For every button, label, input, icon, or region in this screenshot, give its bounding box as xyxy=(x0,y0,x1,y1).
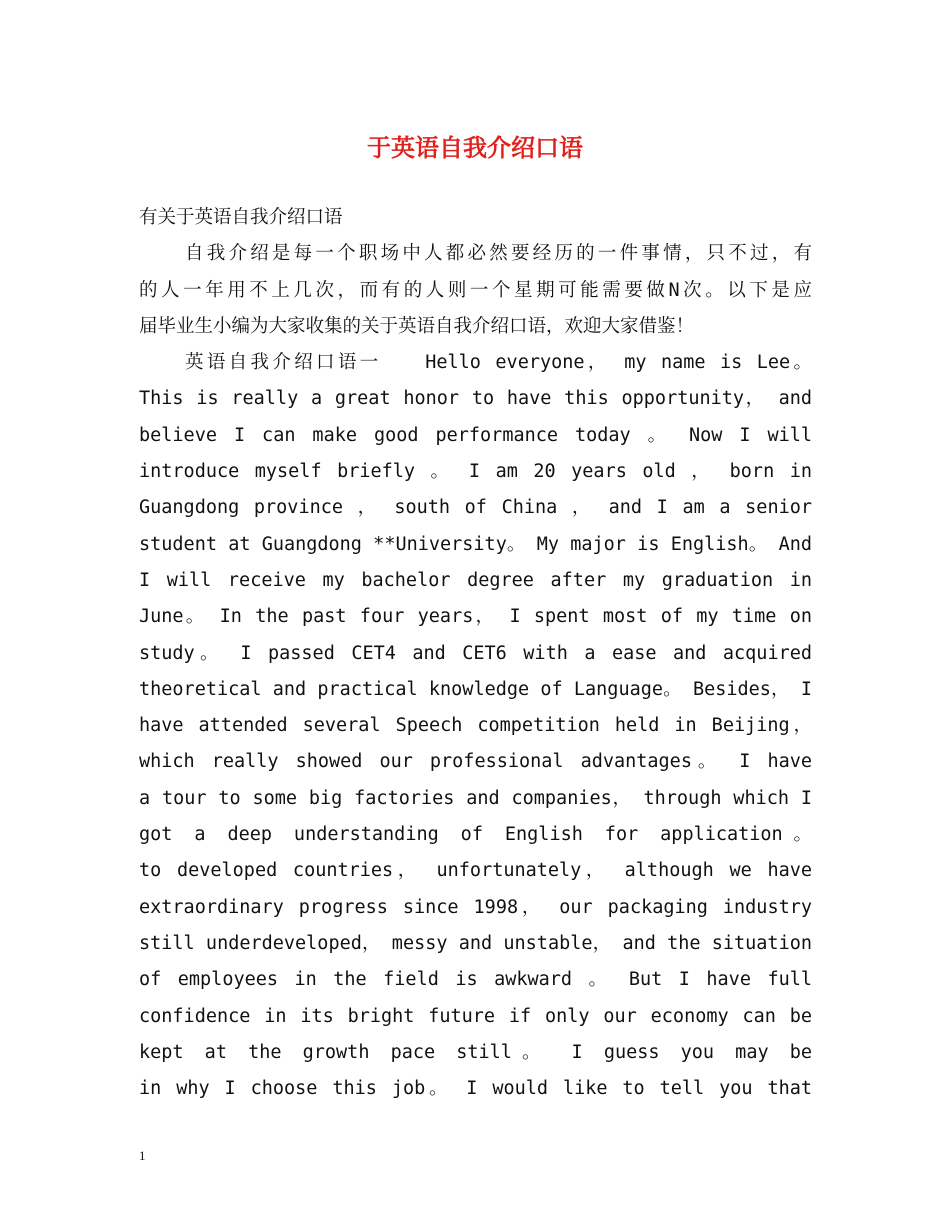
body-line: June。 In the past four years， I spent most of my time on xyxy=(139,606,812,628)
body-line: This is really a great honor to have this opportunity， and xyxy=(139,388,812,410)
body-line: 届毕业生小编为大家收集的关于英语自我介绍口语，欢迎大家借鉴！ xyxy=(139,315,695,337)
body-line: 自我介绍是每一个职场中人都必然要经历的一件事情，只不过，有 xyxy=(185,243,812,265)
body-line: student at Guangdong **University。 My major is English。 And xyxy=(139,533,812,555)
body-line: I will receive my bachelor degree after my graduation in xyxy=(139,569,812,591)
body-line: extraordinary progress since 1998， our packaging industry xyxy=(139,896,812,918)
body-line: confidence in its bright future if only our economy can be xyxy=(139,1005,812,1027)
body-line: introduce myself briefly 。 I am 20 years old ， born in xyxy=(139,461,812,483)
body-line: study。 I passed CET4 and CET6 with a ease and acquired xyxy=(139,642,812,664)
subtitle-line: 有关于英语自我介绍口语 xyxy=(139,207,343,228)
body-line: believe I can make good performance today 。 Now I will xyxy=(139,424,812,446)
body-line: still underdeveloped， messy and unstable， and the situation xyxy=(139,932,812,954)
document-body xyxy=(139,200,812,1107)
body-line: 的人一年用不上几次，而有的人则一个星期可能需要做N次。以下是应 xyxy=(139,279,812,301)
body-line: in why I choose this job。 I would like to tell you that xyxy=(139,1078,812,1100)
body-line: of employees in the field is awkward 。 But I have full xyxy=(139,969,812,991)
body-line: a tour to some big factories and companies， through which I xyxy=(139,787,812,809)
document-title: 于英语自我介绍口语 xyxy=(367,133,583,162)
body-line: Guangdong province ， south of China ， and I am a senior xyxy=(139,497,812,519)
body-line: got a deep understanding of English for application。 xyxy=(139,824,812,846)
body-line: to developed countries， unfortunately， although we have xyxy=(139,860,812,882)
body-line: theoretical and practical knowledge of Language。 Besides， I xyxy=(139,678,812,700)
body-line: 英语自我介绍口语一 Hello everyone， my name is Lee。 xyxy=(185,352,812,374)
body-line: which really showed our professional advantages。 I have xyxy=(139,751,812,773)
body-line: have attended several Speech competition held in Beijing， xyxy=(139,715,812,737)
page-number: 1 xyxy=(139,1148,146,1163)
body-line: kept at the growth pace still。 I guess you may be xyxy=(139,1041,812,1063)
